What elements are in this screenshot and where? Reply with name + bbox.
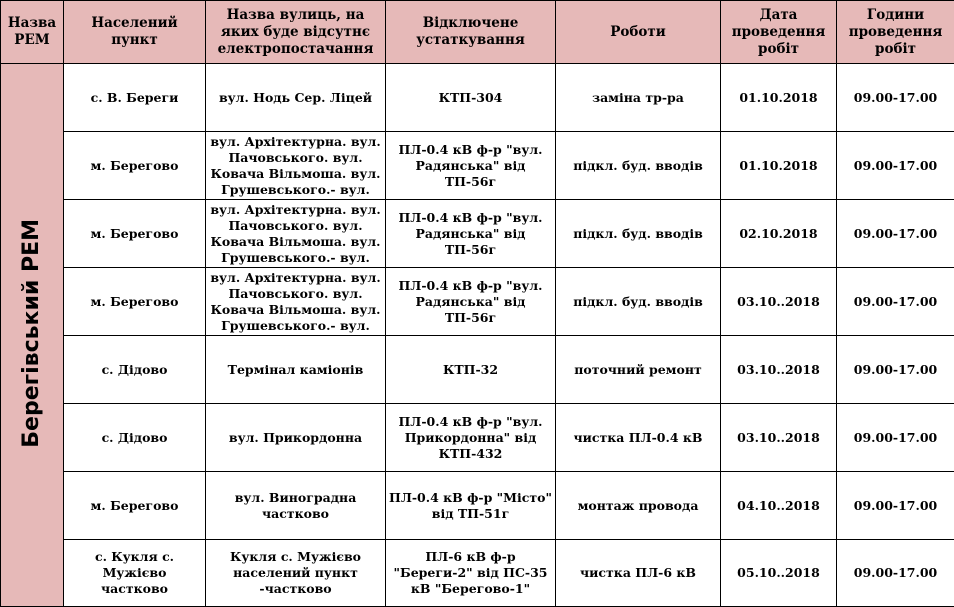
header-rem: Назва РЕМ xyxy=(1,1,64,64)
settlement-cell: м. Берегово xyxy=(64,200,206,268)
settlement-cell: м. Берегово xyxy=(64,132,206,200)
hours-cell: 09.00-17.00 xyxy=(837,472,954,540)
header-equipment: Відключене устаткування xyxy=(386,1,556,64)
header-row xyxy=(1,1,954,64)
rem-name: Берегівський РЕМ xyxy=(17,219,47,448)
works-cell: монтаж провода xyxy=(556,472,721,540)
works-cell: підкл. буд. вводів xyxy=(556,268,721,336)
equipment-cell: КТП-304 xyxy=(386,64,556,132)
settlement-cell: с. Дідово xyxy=(64,404,206,472)
streets-cell: Кукля с. Мужієво населений пункт -частково xyxy=(206,540,386,607)
header-hours: Години проведення робіт xyxy=(837,1,954,64)
works-cell: поточний ремонт xyxy=(556,336,721,404)
settlement-cell: м. Берегово xyxy=(64,268,206,336)
equipment-cell: ПЛ-0.4 кВ ф-р "вул. Прикордонна" від КТП-432 xyxy=(386,404,556,472)
header-date: Дата проведення робіт xyxy=(721,1,837,64)
header-streets: Назва вулиць, на яких буде відсутнє електропостачання xyxy=(206,1,386,64)
date-cell: 01.10.2018 xyxy=(721,132,837,200)
table-row xyxy=(1,540,954,607)
equipment-cell: ПЛ-0.4 кВ ф-р "вул. Радянська" від ТП-56г xyxy=(386,268,556,336)
equipment-cell: КТП-32 xyxy=(386,336,556,404)
streets-cell: вул. Архітектурна. вул. Пачовського. вул. Ковача Вільмоша. вул. Грушевського.- вул. xyxy=(206,132,386,200)
works-cell: заміна тр-ра xyxy=(556,64,721,132)
hours-cell: 09.00-17.00 xyxy=(837,268,954,336)
date-cell: 03.10..2018 xyxy=(721,336,837,404)
hours-cell: 09.00-17.00 xyxy=(837,540,954,607)
date-cell: 02.10.2018 xyxy=(721,200,837,268)
header-works: Роботи xyxy=(556,1,721,64)
table-row xyxy=(1,64,954,132)
table-row xyxy=(1,268,954,336)
settlement-cell: с. Дідово xyxy=(64,336,206,404)
table-row xyxy=(1,132,954,200)
works-cell: чистка ПЛ-6 кВ xyxy=(556,540,721,607)
equipment-cell: ПЛ-0.4 кВ ф-р "Місто" від ТП-51г xyxy=(386,472,556,540)
table-row xyxy=(1,472,954,540)
equipment-cell: ПЛ-0.4 кВ ф-р "вул. Радянська" від ТП-56г xyxy=(386,200,556,268)
streets-cell: вул. Нодь Сер. Ліцей xyxy=(206,64,386,132)
table-row xyxy=(1,336,954,404)
hours-cell: 09.00-17.00 xyxy=(837,336,954,404)
streets-cell: вул. Архітектурна. вул. Пачовського. вул. Ковача Вільмоша. вул. Грушевського.- вул. xyxy=(206,200,386,268)
streets-cell: вул. Виноградна частково xyxy=(206,472,386,540)
header-settlement: Населений пункт xyxy=(64,1,206,64)
date-cell: 03.10..2018 xyxy=(721,404,837,472)
equipment-cell: ПЛ-0.4 кВ ф-р "вул. Радянська" від ТП-56г xyxy=(386,132,556,200)
works-cell: підкл. буд. вводів xyxy=(556,200,721,268)
hours-cell: 09.00-17.00 xyxy=(837,64,954,132)
hours-cell: 09.00-17.00 xyxy=(837,132,954,200)
rem-name-cell xyxy=(1,64,64,607)
settlement-cell: м. Берегово xyxy=(64,472,206,540)
works-cell: чистка ПЛ-0.4 кВ xyxy=(556,404,721,472)
settlement-cell: с. В. Береги xyxy=(64,64,206,132)
hours-cell: 09.00-17.00 xyxy=(837,404,954,472)
streets-cell: вул. Прикордонна xyxy=(206,404,386,472)
hours-cell: 09.00-17.00 xyxy=(837,200,954,268)
equipment-cell: ПЛ-6 кВ ф-р "Береги-2" від ПС-35 кВ "Берегово-1" xyxy=(386,540,556,607)
date-cell: 03.10..2018 xyxy=(721,268,837,336)
date-cell: 01.10.2018 xyxy=(721,64,837,132)
settlement-cell: с. Кукля с. Мужієво частково xyxy=(64,540,206,607)
streets-cell: Термінал каміонів xyxy=(206,336,386,404)
table-row xyxy=(1,404,954,472)
date-cell: 04.10..2018 xyxy=(721,472,837,540)
works-cell: підкл. буд. вводів xyxy=(556,132,721,200)
table-row xyxy=(1,200,954,268)
streets-cell: вул. Архітектурна. вул. Пачовського. вул. Ковача Вільмоша. вул. Грушевського.- вул. xyxy=(206,268,386,336)
date-cell: 05.10..2018 xyxy=(721,540,837,607)
